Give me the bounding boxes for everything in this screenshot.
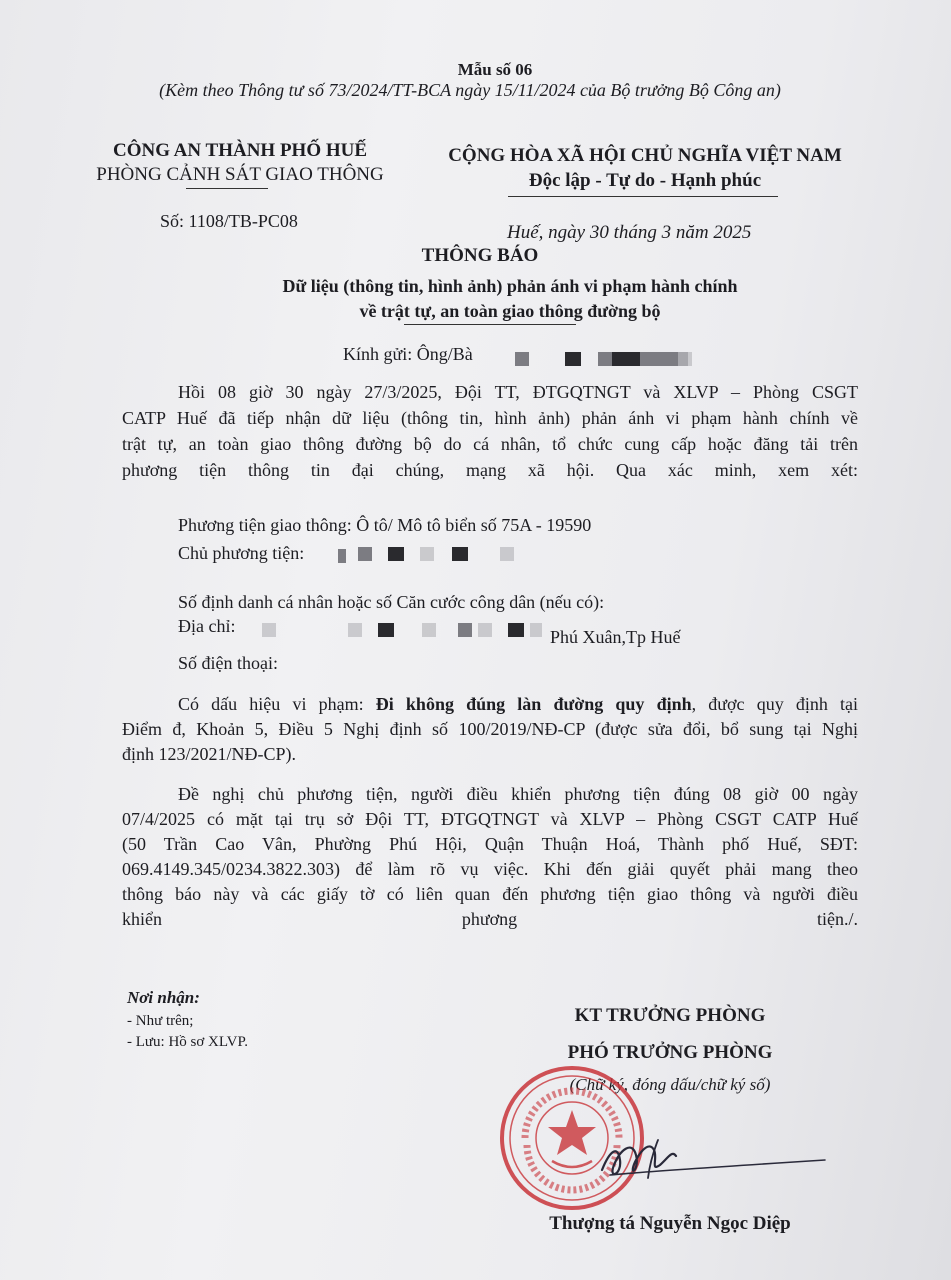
violation-line-1: Có dấu hiệu vi phạm: Đi không đúng làn đường quy định, được quy định tại [178,694,859,714]
signer-name: Thượng tá Nguyễn Ngọc Diệp [549,1213,791,1234]
address-label: Địa chỉ: [178,616,236,636]
violation-description: Đi không đúng làn đường quy định [375,694,692,714]
address-tail: Phú Xuân,Tp Huế [550,627,681,647]
paragraph-1-line-2: CATP Huế đã tiếp nhận dữ liệu (thông tin, hình ảnh) phản ánh vi phạm hành chính về [122,408,858,428]
left-header-rule [186,188,268,189]
document-subtitle-line-1: Dữ liệu (thông tin, hình ảnh) phản ánh vi phạm hành chính [282,276,738,296]
redacted-block [478,623,492,637]
phone-field: Số điện thoại: [178,653,278,673]
violation-line-2: Điểm đ, Khoản 5, Điều 5 Nghị định số 100/2019/NĐ-CP (được sửa đổi, bổ sung tại Nghị [122,719,858,739]
handwritten-signature-icon [580,1120,830,1200]
redacted-block [508,623,524,637]
redacted-block [348,623,362,637]
recipients-heading: Nơi nhận: [127,988,200,1007]
request-line-1: Đề nghị chủ phương tiện, người điều khiển phương tiện đúng 08 giờ 00 ngày [178,784,858,804]
paragraph-1-line-1: Hồi 08 giờ 30 ngày 27/3/2025, Đội TT, ĐTGQTNGT và XLVP – Phòng CSGT [178,382,858,402]
redacted-block [422,623,436,637]
redacted-block [458,623,472,637]
request-line-3: (50 Trần Cao Vân, Phường Phú Hội, Quận Thuận Hoá, Thành phố Huế, SĐT: [122,834,858,854]
paragraph-1-line-4: phương tiện thông tin đại chúng, mạng xã hội. Qua xác minh, xem xét: [122,460,858,480]
owner-label: Chủ phương tiện: [178,543,305,563]
place-date: Huế, ngày 30 tháng 3 năm 2025 [507,222,752,243]
subtitle-rule [404,324,576,325]
redacted-block [262,623,276,637]
agency-name: CÔNG AN THÀNH PHỐ HUẾ [112,140,368,161]
signature-note: (Chữ ký, đóng dấu/chữ ký số) [569,1075,771,1094]
right-header-rule [508,196,778,197]
redacted-block [612,352,640,366]
vehicle-field: Phương tiện giao thông: Ô tô/ Mô tô biển số 75A - 19590 [178,515,592,535]
redacted-block [420,547,434,561]
redacted-block [565,352,581,366]
signer-title-1: KT TRƯỞNG PHÒNG [574,1005,766,1026]
redacted-block [598,352,612,366]
redacted-block [515,352,529,366]
violation-line-3: định 123/2021/NĐ-CP). [122,744,297,764]
redacted-block [358,547,372,561]
national-motto: Độc lập - Tự do - Hạnh phúc [528,170,762,191]
department-name: PHÒNG CẢNH SÁT GIAO THÔNG [96,164,384,185]
document-number: Số: 1108/TB-PC08 [160,211,298,231]
request-line-4: 069.4149.345/0234.3822.303) để làm rõ vụ việc. Khi đến giải quyết phải mang theo [122,859,858,879]
recipient-item: - Như trên; [127,1013,194,1029]
id-number-field: Số định danh cá nhân hoặc số Căn cước công dân (nếu có): [178,592,605,612]
recipient-label: Kính gửi: Ông/Bà [343,344,473,364]
request-line-2: 07/4/2025 có mặt tại trụ sở Đội TT, ĐTGQTNGT và XLVP – Phòng CSGT CATP Huế [122,809,858,829]
form-number: Mẫu số 06 [457,60,533,79]
document-subtitle-line-2: về trật tự, an toàn giao thông đường bộ [359,301,661,321]
signer-title-2: PHÓ TRƯỞNG PHÒNG [567,1042,773,1063]
form-reference: (Kèm theo Thông tư số 73/2024/TT-BCA ngày 15/11/2024 của Bộ trưởng Bộ Công an) [159,80,781,100]
paragraph-1-line-3: trật tự, an toàn giao thông đường bộ do cá nhân, tổ chức cung cấp hoặc đăng tải trên [122,434,858,454]
redacted-block [500,547,514,561]
request-line-6: khiển phương tiện./. [122,909,858,929]
redacted-block [388,547,404,561]
redacted-block [378,623,394,637]
redacted-block [452,547,468,561]
redacted-block [338,549,346,563]
national-name: CỘNG HÒA XÃ HỘI CHỦ NGHĨA VIỆT NAM [448,145,842,166]
redacted-block [530,623,542,637]
recipient-item: - Lưu: Hồ sơ XLVP. [127,1034,248,1050]
document-title: THÔNG BÁO [421,245,539,266]
request-line-5: thông báo này và các giấy tờ có liên quan đến phương tiện giao thông và người điều [122,884,858,904]
redacted-block [678,352,692,366]
